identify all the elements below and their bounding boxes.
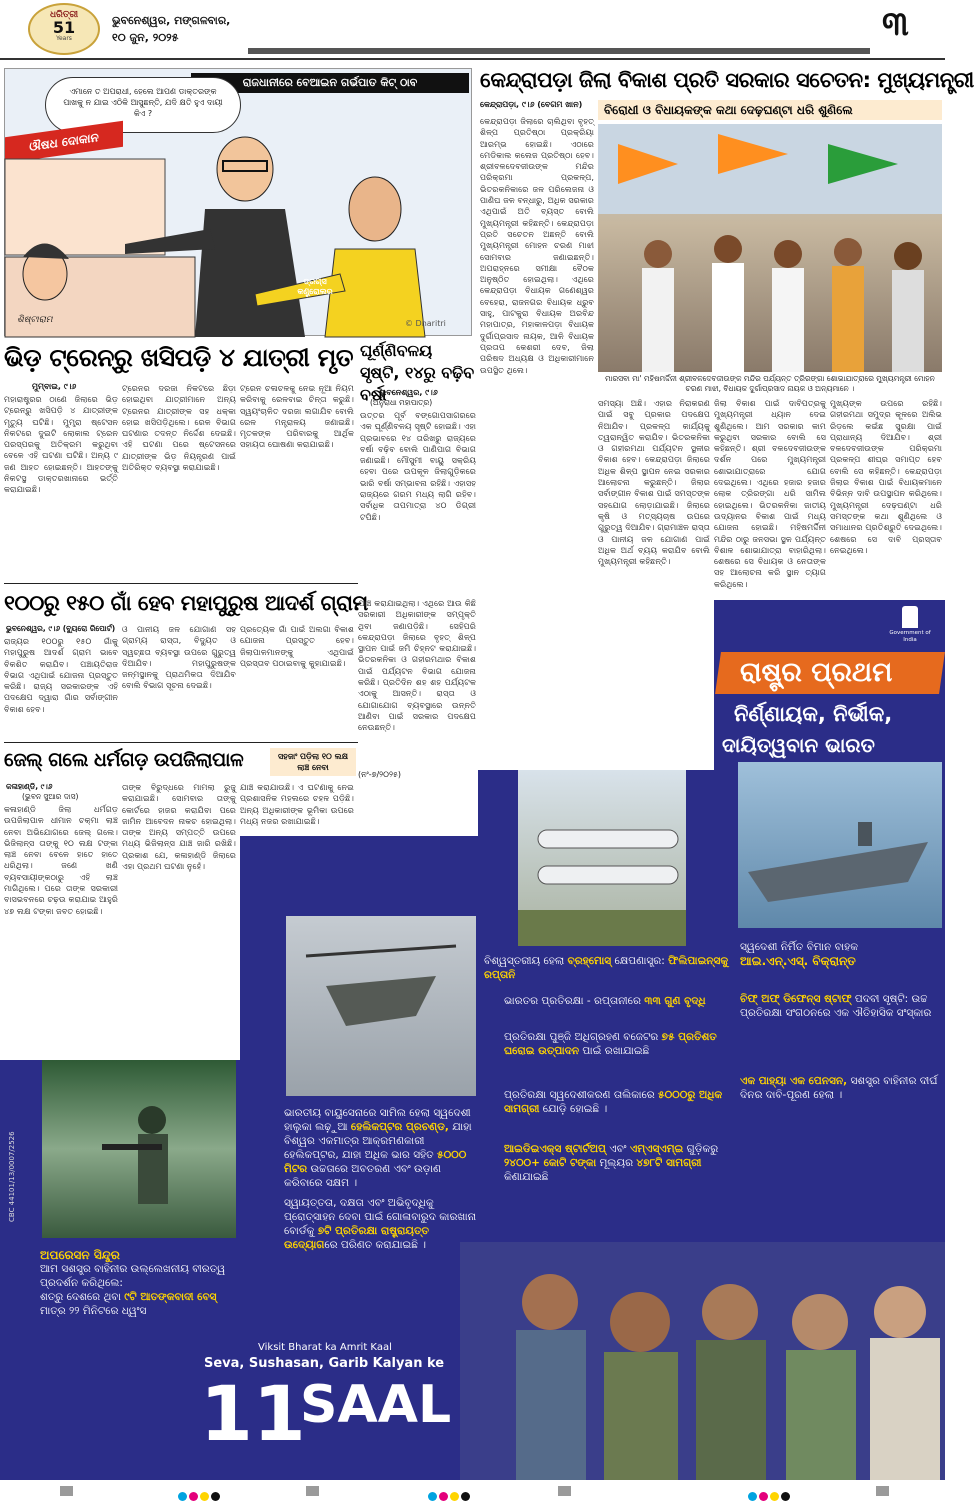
orop-hl: ଏକ ପାହ୍ୟା ଏକ ପେନସନ, [740, 1075, 848, 1087]
dateline [112, 12, 230, 46]
soldier-image [42, 1060, 236, 1238]
crore-hl: ୨୪୦୦+ କୋଟି ଟଙ୍କା [504, 1157, 597, 1169]
export-hl: ୩୩ ଗୁଣ ବୃଦ୍ଧି [644, 995, 706, 1007]
export-line: ଭାରତର ପ୍ରତିରକ୍ଷା - ରପ୍ତାନୀରେ [504, 995, 641, 1007]
budget-line-2: ପାଇଁ ରଖାଯାଇଛି [582, 1045, 650, 1057]
heli-hl: ହେଲିକପ୍ଟର ପ୍ରଚଣ୍ଡ, [350, 1121, 449, 1133]
msme-line: ଗୁଡ଼ିକରୁ [686, 1143, 719, 1155]
jail-headline: ଜେଲ୍ ଗଲେ ଧର୍ମଗଡ଼ ଉପଜିଲାପାଳ [4, 749, 244, 771]
ad-subtitle-2: ଦାୟିତ୍ୱବାନ ଭାରତ [722, 733, 875, 757]
items-line: କିଣାଯାଇଛି [504, 1171, 549, 1183]
lead-col-4: ମୁଖ୍ୟଙ୍କ ଉପରେ ରହିଛି। ଗହୀରମଥା ସମୁଦ୍ର କୂଳରେ ଅଲିଭ ରିଡ଼ଲେ କଇଁଛ ସୁରକ୍ଷା ପାଇଁ ପ୍ରାଧାନ୍ୟ ଦିଆଯିବ। ଶ୍ରୀ ବଳଦେବଜୀଉଙ୍କ ପରିକ୍ରମା ପ୍ରକଳ୍ପ ଶୀଘ୍ର ସମାପ୍ତ ହେବ ବୋଲି ସେ କହିଛନ୍ତି। କେନ୍ଦ୍ରାପଡ଼ା ଜିଲାର ବିକାଶ ପାଇଁ ବିଧାୟକମାନେ ବିଭିନ୍ନ ଦାବି ଉପସ୍ଥାପନ କରିଥିଲେ। ମୁଖ୍ୟମନ୍ତ୍ରୀ ଦେଢ଼ଘଣ୍ଟା ଧରି ସମସ୍ତଙ୍କ କଥା ଶୁଣିଥିଲେ ଓ ସମାଧାନର ପ୍ରତିଶ୍ରୁତି ଦେଇଥିଲେ। ଶେଷରେ ସେ ଦାବି ପ୍ରସ୍ତାବ ନେଇଥିଲେ। [830, 398, 942, 555]
soldier-photo [42, 1060, 236, 1238]
items-hl: ୪୭୮ଟି ସାମଗ୍ରୀ [636, 1157, 702, 1169]
jail-credit: (ଭୁବନ ସୁଆର ଦାସ) [22, 792, 79, 801]
budget-hl: ୭୫ ପ୍ରତିଶତ ଘରୋଇ ଉତ୍ପାଦନ [504, 1031, 717, 1057]
goi-emblem [882, 606, 938, 644]
sindoor-text [40, 1248, 240, 1318]
speech-bubble: ଏମାନେ ତ ଅପରାଧୀ, ହେଲେ ଆପଣ ଡାକ୍ତରଙ୍କ ପାଖକୁ ନ ଯାଇ ଏଠିକି ଆସୁଛନ୍ତି, ଯଦି କ୍ଷତି ହୁଏ ଦାୟୀ କିଏ ? [45, 77, 241, 133]
list-line-1: ପ୍ରତିରକ୍ଷା ସ୍ୱଦେଶୀକରଣ ତାଲିକାରେ [504, 1089, 655, 1101]
heli-line-3: ଉଚ୍ଚତାରେ ଅବତରଣ ଏବଂ ଉଡ଼ାଣ କରିବାରେ ସକ୍ଷମ । [284, 1163, 441, 1189]
saal-word: SAAL [300, 1375, 452, 1435]
heli-text [284, 1106, 480, 1190]
footer-strip [0, 1484, 945, 1498]
idex-line: ଏବଂ [609, 1143, 627, 1155]
brahmos-line-2: କ୍ଷେପଣାସ୍ତ୍ର: [614, 955, 665, 967]
cartoon-headline-bar: ରାଜଧାନୀରେ ବେଆଇନ ଗର୍ଭପାତ କିଟ୍ ଠାବ [191, 73, 469, 93]
lead-col-2: ସମସ୍ୟା ଅଛି। ଏହାର ନିରାକରଣ ପାଇଁ ସବୁ ପ୍ରକାର ପଦକ୍ଷେପ ନିଆଯିବ। ପ୍ରକଳ୍ପ କାର୍ଯ୍ୟକୁ ତ୍ୱରାନ୍ୱିତ କରାଯିବ। ଭିତରକନିକା ଓ ଗହୀରମଥା ପର୍ଯ୍ୟଟନ ସ୍ଥଳୀର ବିକାଶ ହେବ। କେନ୍ଦ୍ରାପଡ଼ା ଜିଲାରେ ଅଧିକ ଶିଳ୍ପ ସ୍ଥାପନ ନେଇ ସରକାର ଆଲୋଚନା କରୁଛନ୍ତି। ଜିଲାର ସର୍ବାଙ୍ଗୀନ ବିକାଶ ପାଇଁ ସମସ୍ତଙ୍କ ସହଯୋଗ ଲୋଡ଼ାଯାଇଛି। ଜିଲାରେ କୃଷି ଓ ମତ୍ସ୍ୟଚାଷ ଉପରେ ଗୁରୁତ୍ୱ ଦିଆଯିବ। ଗ୍ରାମାଞ୍ଚଳ ରାସ୍ତା ଓ ପାନୀୟ ଜଳ ଯୋଗାଣ ପାଇଁ ଅଧିକ ଅର୍ଥ ବ୍ୟୟ କରାଯିବ ବୋଲି ମୁଖ୍ୟମନ୍ତ୍ରୀ କହିଛନ୍ତି। [598, 398, 710, 567]
budget-text [504, 1030, 734, 1058]
dateline-place: ଭୁବନେଶ୍ୱର, ମଙ୍ଗଳବାର, [112, 14, 231, 27]
msme-hl: ଏମ୍‌ଏସ୍‌ଏମ୍‌ଇ [629, 1143, 684, 1155]
helicopter-image [286, 916, 476, 1096]
top-divider [0, 58, 945, 60]
heli-line-1: ଭାରତୀୟ ବାୟୁସେନାରେ ସାମିଲ ହେଲା ସ୍ୱଦେଶୀ ହାଲୁକା ଲଢ଼ୁଆ [284, 1107, 471, 1133]
carrier-image [738, 762, 942, 928]
emblem-icon [902, 606, 918, 628]
seva-tagline: Seva, Sushasan, Garib Kalyan ke [204, 1356, 445, 1371]
train-col-1: ମହାରାଷ୍ଟ୍ରର ଠାଣେ ଜିଲାରେ ଭିଡ଼ ଟ୍ରେନ୍‌ରୁ ଖସିପଡ଼ି ୪ ଯାତ୍ରୀଙ୍କ ମୃତ୍ୟୁ ଘଟିଛି। ମୁମ୍ବ୍ରା ଷ୍ଟେସନ ନିକଟରେ ଦୁଇଟି ଲୋକାଲ ଟ୍ରେନ ପରସ୍ପରକୁ ଅତିକ୍ରମ କରୁଥିବା ବେଳେ ଏହି ଘଟଣା ଘଟିଛି। ଅନ୍ୟ ୯ ଜଣ ଆହତ ହୋଇଛନ୍ତି। ଆହତଙ୍କୁ ନିକଟସ୍ଥ ଡାକ୍ତରଖାନାରେ ଭର୍ତ୍ତି କରାଯାଇଛି। [4, 394, 118, 495]
eleven-number: 11 [200, 1369, 306, 1458]
brahmos-export-hl: ଫିଲିପାଇନ୍ସକୁ ରପ୍ତାନି [484, 955, 729, 981]
badge-title: ଧରିତ୍ରୀ [49, 10, 79, 20]
cartoon-drawing [5, 69, 473, 337]
brahmos-hl: ବ୍ରହ୍ମୋସ୍ [567, 955, 612, 967]
carrier-text [740, 940, 940, 968]
lead-photo-caption: ମାରସବା ମା' ମହିଷମର୍ଦ୍ଦିନୀ ଶ୍ରୀବଳଦେବଜୀଉଙ୍କ ମନ୍ଦିର ପର୍ଯ୍ୟନ୍ତ ତ୍ରିରଙ୍ଗା ଶୋଭାଯାତ୍ରାରେ ମୁଖ୍ୟମନ୍ତ୍ରୀ ମୋହନ ଚରଣ ମାଝୀ, ବିଧାୟକ ଦୁର୍ଗାପ୍ରସାଦ ନାୟକ ଓ ଅନ୍ୟମାନେ । [605, 374, 935, 393]
list-text [504, 1088, 734, 1116]
cds-text [740, 992, 940, 1020]
sindoor-hl-2: ୯ଟି ଆତଙ୍କବାଦୀ ବେସ୍ [124, 1291, 217, 1303]
reg-block-2 [306, 1486, 319, 1496]
lead-subheadline: ବିରୋଧୀ ଓ ବିଧାୟକଙ୍କ କଥା ଦେଢ଼ଘଣ୍ଟା ଧରି ଶୁଣିଲେ [598, 100, 942, 120]
lead-col-3: ଜିଲା ବିକାଶ ପାଇଁ ଦାବିପତ୍ରକୁ ମୁଖ୍ୟମନ୍ତ୍ରୀ ଧ୍ୟାନ ଦେଇ ଶୁଣିଥିଲେ। ଆମ ସରକାର କାମ କରୁଥିବା ସରକାର ବୋଲି ସେ କହିଛନ୍ତି। ଶ୍ରୀ ବଳଦେବଜୀଉଙ୍କ ଦର୍ଶନ ପରେ ମୁଖ୍ୟମନ୍ତ୍ରୀ ଶୋଭାଯାତ୍ରାରେ ଯୋଗ ଦେଇଥିଲେ। ଏଥିରେ ହଜାର ହଜାର ଲୋକ ତ୍ରିରଙ୍ଗା ଧରି ସାମିଲ ହୋଇଥିଲେ। ଭିତରକନିକା ଜାତୀୟ ଉଦ୍ୟାନର ବିକାଶ ପାଇଁ ମଧ୍ୟ ଯୋଜନା ହୋଇଛି। ମହିଷମର୍ଦ୍ଦିନୀ ମନ୍ଦିର ଠାରୁ ଜନସଭା ସ୍ଥଳ ପର୍ଯ୍ୟନ୍ତ ବିଶାଳ ଶୋଭାଯାତ୍ରା ବାହାରିଥିଲା। ଶେଷରେ ସେ ବିଧାୟକ ଓ ନେତାଙ୍କ ସହ ଆଲୋଚନା କରି ସ୍ଥାନ ତ୍ୟାଗ କରିଥିଲେ। [714, 398, 826, 589]
cyclone-credit: (ଅନୁରାଧା ମହାପାତ୍ର) [370, 398, 433, 407]
cds-line: ପଦବୀ ସୃଷ୍ଟି: ଉଚ୍ଚ ପ୍ରତିରକ୍ଷା ସଂଗଠନରେ ଏକ ଐତିହାସିକ ସଂସ୍କାର [740, 993, 932, 1019]
cyclone-text: ଉତ୍ତର ପୂର୍ବ ବଙ୍ଗୋପସାଗରରେ ଏକ ଘୂର୍ଣ୍ଣିବଳୟ ସୃଷ୍ଟି ହୋଇଛି। ଏହା ପ୍ରଭାବରେ ୧୪ ତାରିଖରୁ ରାଜ୍ୟରେ ବର୍ଷା ବଢ଼ିବ ବୋଲି ପାଣିପାଗ ବିଭାଗ ଜଣାଇଛି। ମୌସୁମୀ ବାୟୁ ସକ୍ରିୟ ହେବା ପରେ ଉପକୂଳ ଜିଲାଗୁଡ଼ିକରେ ଭାରି ବର୍ଷା ସମ୍ଭାବନା ରହିଛି। ଏହାସହ ରାଜ୍ୟରେ ଗରମ ମଧ୍ୟ ଲାଗି ରହିବ। ସର୍ବାଧିକ ତାପମାତ୍ରା ୪୦ ଡିଗ୍ରୀ ଟପିଛି। [360, 410, 476, 522]
cds-hl: ଚିଫ୍ ଅଫ୍ ଡିଫେନ୍ସ ଷ୍ଟାଫ୍ [740, 993, 852, 1005]
lead-col-1: କେନ୍ଦ୍ରାପଡ଼ା ଜିଲାରେ ଚାଲିଥିବା ବୃହତ୍ ଶିଳ୍ପ ପ୍ରତିଷ୍ଠା ପ୍ରକ୍ରିୟା ଆରମ୍ଭ ହୋଇଛି। ଏଠାରେ ମେଡିକାଲ କଲେଜ ପ୍ରତିଷ୍ଠା ହେବ। ଶ୍ରୀବଳଦେବଜୀଉଙ୍କ ମନ୍ଦିର ପରିକ୍ରମା ପ୍ରକଳ୍ପ, ଭିତରକନିକାରେ ଜଳ ପରିଲେଜନା ଓ ପାଣିଘ ଜଳ ବନ୍ଧାରୁ, ଅଧିକ ସରକାର ଏଥିପାଇଁ ଅତି ବ୍ୟସ୍ତ ବୋଲି ମୁଖ୍ୟମନ୍ତ୍ରୀ କହିଛନ୍ତି। କେନ୍ଦ୍ରାପଡ଼ା ପ୍ରତି ସଚେତନ ଅଛନ୍ତି ବୋଲି ମୁଖ୍ୟମନ୍ତ୍ରୀ ମୋହନ ଚରଣ ମାଝୀ ସୋମବାର ଜଣାଇଛନ୍ତି। ଅପରାହ୍ନରେ ସମୀକ୍ଷା ବୈଠକ ଅନୁଷ୍ଠିତ ହୋଇଥିଲା। ଏଥିରେ କେନ୍ଦ୍ରାପଡ଼ା ବିଧାୟକ ଗଣେଶ୍ୱର ବେହେରା, ରାଜନଗର ବିଧାୟକ ଧ୍ରୁବ ସାହୁ, ପାଟକୁରା ବିଧାୟକ ଅରବିନ୍ଦ ମହାପାତ୍ର, ମହାକାଳପଡ଼ା ବିଧାୟକ ଦୁର୍ଗାପ୍ରସାଦ ନାୟକ, ଆଳି ବିଧାୟକ ପ୍ରତାପ କେଶରୀ ଦେବ, ଜିଲା ପରିଷଦ ଅଧ୍ୟକ୍ଷ ଓ ଅଧିକାରୀମାନେ ଉପସ୍ଥିତ ଥିଲେ। [480, 116, 594, 375]
sindoor-line-1: ଆମ ସଶସ୍ତ୍ର ବାହିନୀର ଉଲ୍ଲେଖନୀୟ ବୀରତ୍ୱ ପ୍ରଦର୍ଶନ କରିଥିଲେ: [40, 1263, 226, 1289]
brahmos-line-1: ବିଶ୍ୱସ୍ତରୀୟ ହେଲା [484, 955, 565, 967]
jail-col-3: ଯାଞ୍ଚ କରାଯାଉଛି। ଏ ଘଟଣାକୁ ନେଇ ପ୍ରଶାସନିକ ମହଲରେ ଚହଳ ପଡ଼ିଛି। ଅନ୍ୟ ଅଧିକାରୀଙ୍କ ଭୂମିକା ଉପରେ ମଧ୍ୟ ନଜର ରଖାଯାଇଛି। [240, 782, 354, 826]
store-shelf [5, 159, 165, 255]
brahmos-photo [518, 770, 686, 946]
shop-sign: ଔଷଧ ଦୋକାନ [5, 121, 123, 164]
brahmos-text [484, 954, 734, 982]
midcol-text: ଯାଞ୍ଚ କରାଯାଇଥିଲା। ଏଥିରେ ଆଉ କିଛି ସରକାରୀ ଅଧିକାରୀଙ୍କ ସମ୍ପୃକ୍ତି ଥିବା ଜଣାପଡ଼ିଛି। ସେହିପରି କେନ୍ଦ୍ରାପଡ଼ା ଜିଲାରେ ବୃହତ୍ ଶିଳ୍ପ ସ୍ଥାପନ ପାଇଁ ଜମି ଚିହ୍ନଟ କରାଯାଇଛି। ଭିତରକନିକା ଓ ଗହୀରମଥାର ବିକାଶ ପାଇଁ ପର୍ଯ୍ୟଟନ ବିଭାଗ ଯୋଜନା କରିଛି। ପ୍ରତିଦିନ ଶହ ଶହ ପର୍ଯ୍ୟଟକ ଏଠାକୁ ଆସନ୍ତି। ରାସ୍ତା ଓ ଯୋଗାଯୋଗ ବ୍ୟବସ୍ଥାରେ ଉନ୍ନତି ଆଣିବା ପାଇଁ ସରକାର ପଦକ୍ଷେପ ନେଉଛନ୍ତି। [358, 598, 476, 733]
ord-line-2: ରେ ପରିଣତ କରାଯାଇଛି । [324, 1239, 426, 1251]
cmyk-dots-3 [748, 1486, 792, 1505]
ordnance-text [284, 1196, 480, 1252]
crore-line: ମୂଲ୍ୟର [599, 1157, 634, 1169]
jail-case-number: (ନଂ-୭/୨୦୨୫) [358, 770, 402, 779]
village-col-3: ପ୍ରତ୍ୟେକ ଗାଁ ପାଇଁ ଅଲଗା ବିକାଶ ଯୋଜନା ପ୍ରସ୍ତୁତ ହେବ। ଜିଲାପାଳମାନଙ୍କୁ ଏଥିପାଇଁ ପ୍ରସ୍ତାବ ପଠାଇବାକୁ କୁହାଯାଇଛି। [240, 624, 354, 668]
cartoon-panel [4, 68, 472, 336]
heli-hl-2: ୫୦୦୦ ମିଟର [284, 1149, 467, 1175]
jail-col-2: ତାଙ୍କ ବିରୁଦ୍ଧରେ ମାମଲା ରୁଜୁ କରାଯାଇଛି। ସୋମବାର ତାଙ୍କୁ କୋର୍ଟରେ ହାଜର କରାଯିବା ପରେ ଜାମିନ ଆବେଦନ ନାକଚ ହୋଇଥିଲା। ତାଙ୍କ ଅନ୍ୟ ସମ୍ପତ୍ତି ଉପରେ ମଧ୍ୟ ଭିଜିଲାନ୍ସ ଯାଞ୍ଚ ଜାରି ରଖିଛି। ପ୍ରକାଶ ଯେ, କଳାହାଣ୍ଡି ଜିଲାରେ ଏହା ପ୍ରଥମ ଘଟଣା ନୁହେଁ। [122, 782, 236, 872]
jail-kicker: ସହଜାଂ ପଡ଼ିଲା ୧୦ ଲକ୍ଷ ଲାଞ୍ଚ ନେବା [270, 748, 356, 776]
sindoor-line-3: ମାତ୍ର ୨୨ ମିନିଟରେ ଧ୍ୱଂସ [40, 1305, 147, 1317]
controller-head [217, 137, 273, 201]
badge-sub: Years [56, 35, 72, 42]
cyclone-dateline: ଭୁବନେଶ୍ୱର, ୯।୬ [380, 388, 438, 397]
group-photo [460, 1162, 945, 1480]
cmyk-dots-1 [178, 1486, 222, 1505]
ord-hl: ୭ଟି ପ୍ରତିରକ୍ଷା ରାଷ୍ଟ୍ରାୟତ୍ତ ଉଦ୍ୟୋଗ [284, 1225, 429, 1251]
carrier-photo [738, 762, 942, 928]
ord-line-1: ସ୍ୱାୟତ୍ତତା, ଦକ୍ଷତା ଏବଂ ଅଭିବୃଦ୍ଧିକୁ ପ୍ରୋତ୍ସାହନ ଦେବା ପାଇଁ ଗୋଳାବାରୁଦ କାରଖାନା ବୋର୍ଡକୁ [284, 1197, 477, 1237]
village-headline: ୧୦୦ରୁ ୧୫୦ ଗାଁ ହେବ ମହାପୁରୁଷ ଆଦର୍ଶ ଗ୍ରାମ [4, 591, 368, 615]
ad-title: ରାଷ୍ଟ୍ର ପ୍ରଥମ [740, 657, 893, 688]
lead-headline: କେନ୍ଦ୍ରାପଡ଼ା ଜିଲା ବିକାଶ ପ୍ରତି ସରକାର ସଚେତନ: ମୁଖ୍ୟମନ୍ତ୍ରୀ [480, 68, 974, 92]
sindoor-line-2: ଶତ୍ରୁ ଦେଶରେ ଥିବା [40, 1291, 121, 1303]
train-headline: ଭିଡ଼ ଟ୍ରେନ୍‌ରୁ ଖସିପଡ଼ି ୪ ଯାତ୍ରୀ ମୃତ [4, 343, 354, 372]
lead-dateline: କେନ୍ଦ୍ରାପଡ଼ା, ୯।୬ (ବେଗମ ଖାନ) [480, 100, 583, 109]
orop-line: ସଶସ୍ତ୍ର ବାହିନୀର ଦୀର୍ଘ ଦିନର ଦାବି-ପୂରଣ ହେଲା । [740, 1075, 938, 1101]
village-col-2: ଓ ପାନୀୟ ଜଳ ଯୋଗାଣ ସହ ଗ୍ରାମ୍ୟ ରାସ୍ତା, ବିଦ୍ୟୁତ ଓ ସ୍ୱଚ୍ଛତା ବ୍ୟବସ୍ଥା ଉପରେ ଗୁରୁତ୍ୱ ଦିଆଯିବ। ମହାପୁରୁଷଙ୍କ ଜନ୍ମସ୍ଥାନକୁ ପ୍ରାଥମିକତା ଦିଆଯିବ ବୋଲି ବିଭାଗ ସୂଚନା ଦେଇଛି। [122, 624, 236, 691]
masthead-rule [248, 48, 870, 54]
export-text [504, 994, 734, 1008]
village-dateline: ଭୁବନେଶ୍ୱର, ୯।୬ (ବ୍ୟୁରୋ ରିପୋର୍ଟ) [6, 624, 116, 633]
village-col-1: ରାଜ୍ୟର ୧୦୦ରୁ ୧୫୦ ଗାଁକୁ ମହାପୁରୁଷ ଆଦର୍ଶ ଗ୍ରାମ ଭାବେ ବିକଶିତ କରାଯିବ। ପଞ୍ଚାୟତିରାଜ ବିଭାଗ ଏଥିପାଇଁ ଯୋଜନା ପ୍ରସ୍ତୁତ କରିଛି। ରାଜ୍ୟ ସରକାରଙ୍କ ଏହି ପଦକ୍ଷେପ ଦ୍ୱାରା ଗାଁର ସର୍ବାଙ୍ଗୀନ ବିକାଶ ହେବ। [4, 636, 118, 714]
man-head [349, 177, 401, 241]
brahmos-image [518, 770, 686, 946]
idex-hl: ଆଇଡିଇଏକ୍ସ ଷ୍ଟାର୍ଟଅପ୍ [504, 1143, 606, 1155]
lead-photo [598, 124, 942, 372]
page-number: ୩ [882, 4, 909, 44]
sindoor-hl: ଅପରେସନ ସିନ୍ଦୁର [40, 1248, 120, 1262]
heli-line-2: ଯାହା ବିଶ୍ୱର ଏକମାତ୍ର ଆକ୍ରମଣକାରୀ ହେଲିକପ୍ଟର, ଯାହା ଅଧିକ ଭାର ସହିତ [284, 1121, 472, 1161]
budget-line-1: ପ୍ରତିରକ୍ଷା ପୁଞ୍ଜି ଅଧିଗ୍ରହଣ ବଜେଟର [504, 1031, 659, 1043]
dateline-date: ୧୦ ଜୁନ, ୨୦୨୫ [112, 31, 179, 44]
badge-number: 51 [52, 18, 76, 37]
train-col-2: ଟ୍ରେନର ଦରଜା ନିକଟରେ ଛିଡ଼ା ହୋଇଥିବା ଯାତ୍ରୀମାନେ ଅନ୍ୟ ଟ୍ରେନର ଯାତ୍ରୀଙ୍କ ସହ ଧକ୍କା ହୋଇ ଖସିପଡ଼ିଥିଲେ। ରେଳ ବିଭାଗ ଘଟଣାର ତଦନ୍ତ ନିର୍ଦ୍ଦେଶ ଦେଇଛି। ଏହି ଘଟଣା ପରେ ଷ୍ଟେସନରେ ଯାତ୍ରୀଙ୍କ ଭିଡ଼ ନିୟନ୍ତ୍ରଣ ପାଇଁ ଅତିରିକ୍ତ ବ୍ୟବସ୍ଥା କରାଯାଇଛି। [122, 383, 236, 473]
cmyk-dots-2 [428, 1486, 472, 1505]
cartoonist-signature: ଶିଷ୍ଟାରାମ [17, 315, 53, 325]
carrier-line: ସ୍ୱଦେଶୀ ନିର୍ମିତ ବିମାନ ବାହକ [740, 941, 859, 953]
list-line-2: ଯୋଡ଼ି ହୋଇଛି । [542, 1103, 608, 1115]
list-hl: ୫୦୦୦ରୁ ଅଧିକ ସାମଗ୍ରୀ [504, 1089, 723, 1115]
carrier-hl: ଆଇ.ଏନ୍.ଏସ୍. ବିକ୍ରାନ୍ତ [740, 954, 856, 968]
reg-block-1 [60, 1486, 73, 1496]
jail-col-1: କଳାହାଣ୍ଡି ଜିଲା ଧର୍ମଗଡ଼ ଉପଜିଲାପାଳ ଧୀମାନ ଚକ୍ମା ଲାଞ୍ଚ ନେବା ଅଭିଯୋଗରେ ଜେଲ୍ ଗଲେ। ଭିଜିଲାନ୍ସ ତାଙ୍କୁ ୧୦ ଲକ୍ଷ ଟଙ୍କା ଲାଞ୍ଚ ନେବା ବେଳେ ହାତେ ହାତେ ଧରିଥିଲା। ଜଣେ ଖଣି ବ୍ୟବସାୟୀଙ୍କଠାରୁ ଏହି ଲାଞ୍ଚ ମାଗିଥିଲେ। ପରେ ତାଙ୍କ ସରକାରୀ ବାସଭବନରେ ଚଢ଼ଉ କରାଯାଇ ଆହୁରି ୪୭ ଲକ୍ଷ ଟଙ୍କା ଜବତ ହୋଇଛି। [4, 804, 118, 916]
anniversary-badge [28, 3, 100, 55]
goi-label: Government of India [889, 630, 931, 643]
reg-block-4 [876, 1486, 889, 1496]
character-label: ଡ୍ରଗ୍ସ କଣ୍ଟ୍ରୋଲର [297, 277, 333, 296]
ad-code: CBC 44101/13/0007/2526 [8, 1131, 16, 1222]
jail-dateline: କଳାହାଣ୍ଡି, ୯।୬ [6, 782, 53, 791]
soldiers-image [460, 1162, 945, 1480]
cartoon-credit: © Dharitri [405, 319, 446, 328]
train-col-3: ଟ୍ରେନ ଚଳାଚଳକୁ ନେଇ ନୂଆ ନିୟମ କରିବାକୁ ରେଳବାଇ ଚିନ୍ତା କରୁଛି। ସ୍ୱୟଂଚାଳିତ ଦରଜା ଲଗାଯିବ ବୋଲି ରେଳ ମନ୍ତ୍ରାଳୟ ଜଣାଇଛି। ମୃତକଙ୍କ ପରିବାରକୁ ଆର୍ଥିକ ସହାୟତା ଘୋଷଣା କରାଯାଇଛି। [240, 383, 354, 450]
train-dateline: ମୁମ୍ବାଇ, ୯।୬ [32, 382, 77, 391]
reg-block-3 [558, 1486, 571, 1496]
jail-rule [4, 742, 358, 743]
rally-image [598, 124, 942, 372]
viksit-tagline: Viksit Bharat ka Amrit Kaal [258, 1342, 392, 1353]
village-rule [4, 583, 358, 584]
orop-text [740, 1074, 940, 1102]
helicopter-photo [286, 916, 476, 1096]
cyclone-headline: ଘୂର୍ଣ୍ଣିବଳୟ ସୃଷ୍ଟି, ୧୪ରୁ ବଢ଼ିବ ବର୍ଷା [360, 341, 475, 404]
ad-subtitle-1: ନିର୍ଣ୍ଣାୟକ, ନିର୍ଭୀକ, [734, 702, 893, 726]
masthead [0, 0, 945, 60]
controller-body [195, 209, 305, 337]
